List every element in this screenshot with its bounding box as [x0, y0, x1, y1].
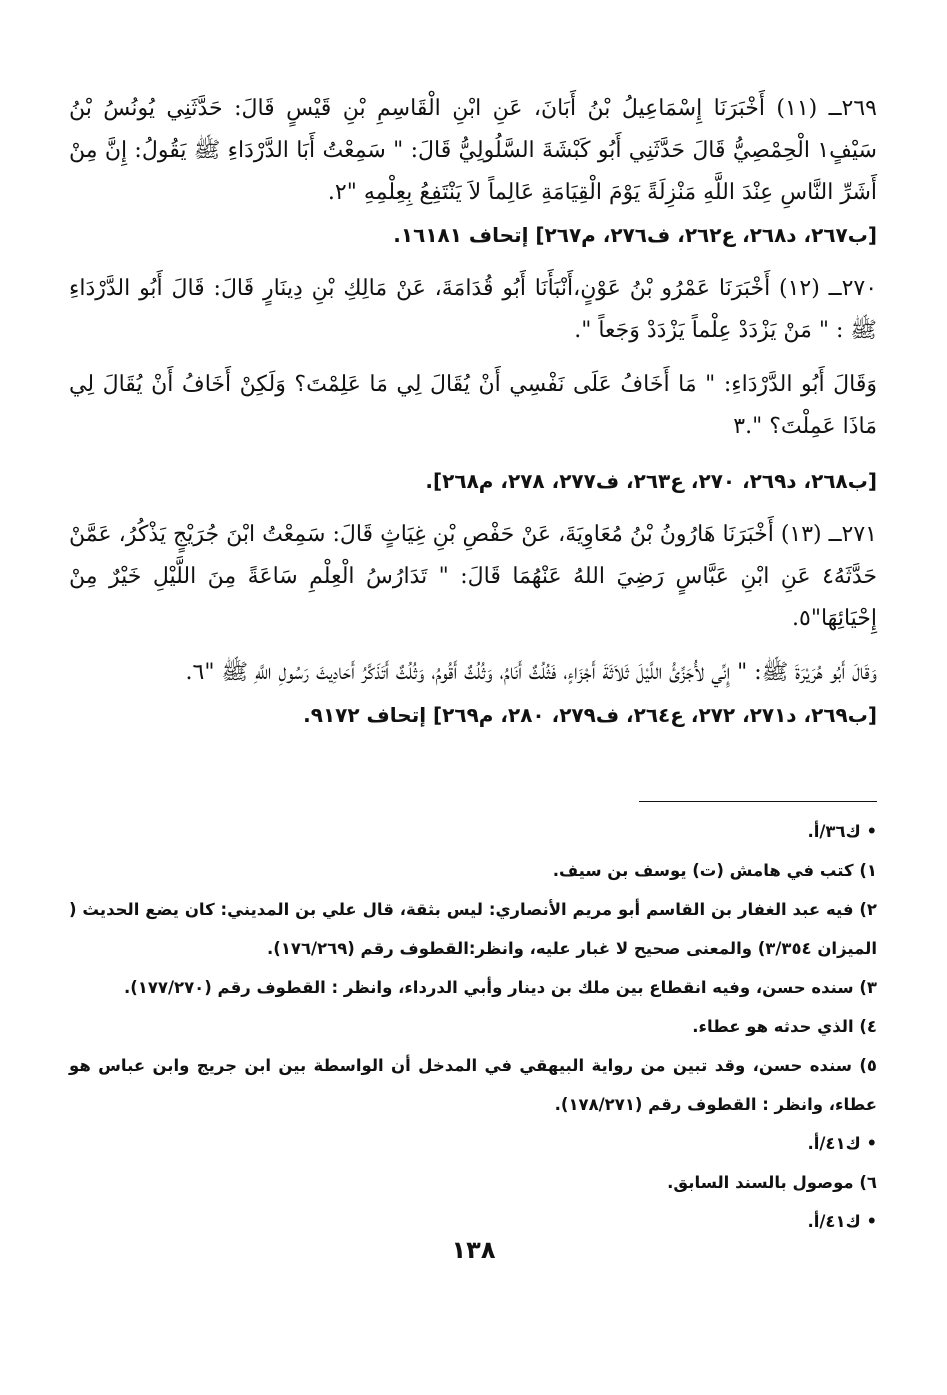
footnote: • ك٤١/أ. [807, 1134, 877, 1153]
footnote: ٢) فيه عبد الغفار بن القاسم أبو مريم الأنصاري: ليس بثقة، قال علي بن المديني: كان يضع الحديث ( الميزان ٣/٣٥٤) والمعنى صحيح لا غبار عليه، وانظر:القطوف رقم (١٧٦/٢٦٩). [69, 900, 877, 958]
footnote: ٣) سنده حسن، وفيه انقطاع بين ملك بن دينار وأبي الدرداء، وانظر : القطوف رقم (١٧٧/٢٧٠). [123, 978, 877, 997]
page-number: ١٣٨ [451, 1236, 496, 1264]
hadith-271-references: [ب٢٦٩، د٢٧١، ٢٧٢، ع٢٦٤، ف٢٧٩، ٢٨٠، م٢٦٩] إتحاف ٩١٧٢. [303, 703, 877, 727]
footnotes [69, 812, 877, 1241]
hadith-271: ٢٧١ــ (١٣) أَخْبَرَنَا هَارُونُ بْنُ مُعَاوِيَةَ، عَنْ حَفْصِ بْنِ غِيَاثٍ قَالَ: سَمِعْتُ ابْنَ جُرَيْجٍ يَذْكُرُ، عَمَّنْ حَدَّثَهُ٤ عَنِ ابْنِ عَبَّاسٍ رَضِيَ اللهُ عَنْهُمَا قَالَ: " تَدَارُسُ الْعِلْمِ سَاعَةً مِنَ اللَّيْلِ خَيْرٌ مِنْ إِحْيَائِهَا"٥. [69, 522, 877, 631]
footnote: • ك٤١/أ. [807, 1212, 877, 1231]
hadith-270-references: [ب٢٦٨، د٢٦٩، ٢٧٠، ع٢٦٣، ف٢٧٧، ٢٧٨، م٢٦٨]. [425, 469, 877, 493]
hadith-271-continuation: وَقَالَ أَبُو هُرَيْرَةَ ﷺ: " إِنِّي لأُجَزِّئُ اللَّيْلَ ثَلاَثَةَ أَجْزَاءٍ، فَثُلُثٌ أَنَامُ، وَثُلُثٌ أَقُومُ، وَثُلُثٌ أَتَذَكَّرُ أَحَادِيثَ رَسُولِ اللَّهِ ﷺ "٦. [185, 660, 877, 685]
main-text [69, 88, 877, 736]
footnote: ١) كتب في هامش (ت) يوسف بن سيف. [552, 861, 877, 880]
footnote-separator [639, 801, 877, 802]
footnote: ٥) سنده حسن، وقد تبين من رواية البيهقي في المدخل أن الواسطة بين ابن جريج وابن عباس هو عطاء، وانظر : القطوف رقم (١٧٨/٢٧١). [69, 1056, 877, 1114]
hadith-269-references: [ب٢٦٧، د٢٦٨، ع٢٦٢، ف٢٧٦، م٢٦٧] إتحاف ١٦١٨١. [393, 223, 877, 247]
footnote: ٦) موصول بالسند السابق. [667, 1173, 877, 1192]
hadith-270-continuation: وَقَالَ أَبُو الدَّرْدَاءِ: " مَا أَخَافُ عَلَى نَفْسِي أَنْ يُقَالَ لِي مَا عَلِمْتَ؟ وَلَكِنْ أَخَافُ أَنْ يُقَالَ لِي مَاذَا عَمِلْتَ؟ ".٣ [69, 372, 877, 439]
hadith-270: ٢٧٠ــ (١٢) أَخْبَرَنَا عَمْرُو بْنُ عَوْنٍ،أَنْبَأَنَا أَبُو قُدَامَةَ، عَنْ مَالِكِ بْنِ دِينَارٍ قَالَ: قَالَ أَبُو الدَّرْدَاءِ ﷺ : " مَنْ يَزْدَدْ عِلْماً يَزْدَدْ وَجَعاً ". [69, 276, 878, 343]
hadith-269: ٢٦٩ــ (١١) أَخْبَرَنَا إِسْمَاعِيلُ بْنُ أَبَانَ، عَنِ ابْنِ الْقَاسِمِ بْنِ قَيْسٍ قَالَ: حَدَّثَنِي يُونُسُ بْنُ سَيْفٍ١ الْحِمْصِيُّ قَالَ حَدَّثَنِي أَبُو كَبْشَةَ السَّلُولِيُّ قَالَ: " سَمِعْتُ أَبَا الدَّرْدَاءِ ﷺ يَقُولُ: إِنَّ مِنْ أَشَرِّ النَّاسِ عِنْدَ اللَّهِ مَنْزِلَةً يَوْمَ الْقِيَامَةِ عَالِماً لاَ يَنْتَفِعُ بِعِلْمِهِ "٢. [69, 96, 877, 205]
footnote: • ك٣٦/أ. [807, 822, 877, 841]
footnote: ٤) الذي حدثه هو عطاء. [692, 1017, 877, 1036]
